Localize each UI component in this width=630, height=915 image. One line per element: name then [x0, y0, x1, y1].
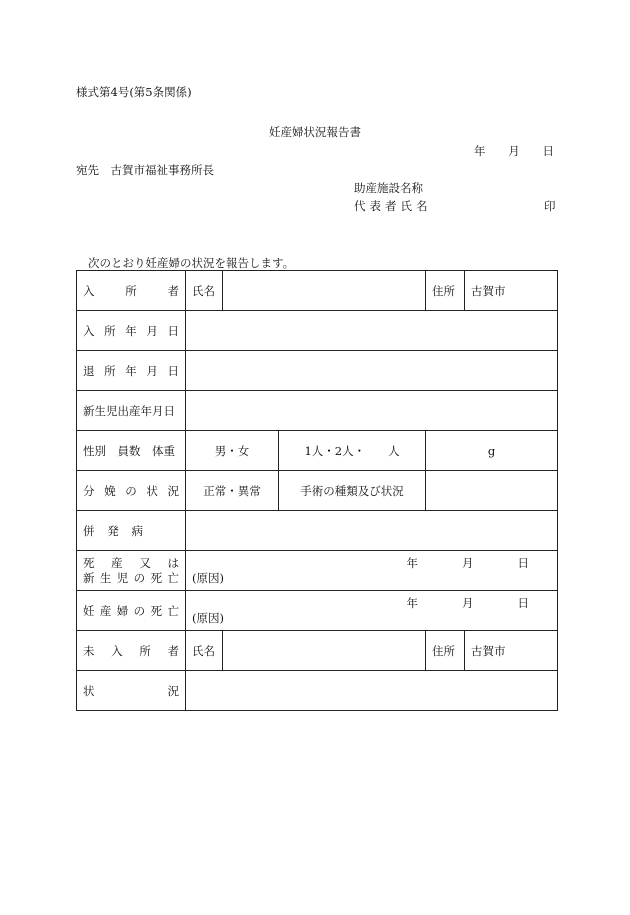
stillbirth-year: 年	[406, 555, 419, 570]
date-year: 年	[474, 144, 486, 158]
row-birth-date	[77, 391, 558, 431]
row-admitted-person	[77, 271, 558, 311]
not-admitted-name-field[interactable]	[223, 631, 426, 671]
address-label: 住所	[426, 271, 465, 311]
name-label: 氏名	[186, 271, 223, 311]
surgery-label: 手術の種類及び状況	[279, 471, 426, 511]
row-not-admitted	[77, 631, 558, 671]
label-birth-date: 新生児出産年月日	[77, 391, 186, 431]
sex-options[interactable]: 男・女	[186, 431, 279, 471]
maternal-death-field[interactable]	[186, 591, 558, 631]
label-maternal-death-text: 妊 産 婦 の 死 亡	[83, 603, 179, 618]
seal-mark: 印	[544, 199, 556, 213]
label-complication-text: 併 発 病	[83, 523, 143, 538]
weight-field[interactable]: g	[426, 431, 558, 471]
not-admitted-address-label: 住所	[426, 631, 465, 671]
row-discharge-date	[77, 351, 558, 391]
label-status	[77, 671, 186, 711]
label-stillbirth-line2: 新 生 児 の 死 亡	[83, 570, 179, 585]
label-not-admitted	[77, 631, 186, 671]
row-stillbirth	[77, 551, 558, 591]
status-field[interactable]	[186, 671, 558, 711]
label-not-admitted-text: 未 入 所 者	[83, 643, 179, 658]
intro-text: 次のとおり妊産婦の状況を報告します。	[88, 256, 295, 270]
delivery-options[interactable]: 正常・異常	[186, 471, 279, 511]
discharge-date-field[interactable]	[186, 351, 558, 391]
birth-date-field[interactable]	[186, 391, 558, 431]
form-number: 様式第4号(第5条関係)	[76, 85, 192, 99]
row-complication	[77, 511, 558, 551]
stillbirth-field[interactable]	[186, 551, 558, 591]
maternal-death-cause-label: (原因)	[192, 610, 224, 625]
surgery-field[interactable]	[426, 471, 558, 511]
admission-date-field[interactable]	[186, 311, 558, 351]
label-admission-date	[77, 311, 186, 351]
stillbirth-day: 日	[517, 555, 530, 570]
label-stillbirth-line1: 死 産 又 は	[83, 555, 179, 570]
row-sex-count-weight	[77, 431, 558, 471]
label-admitted-person-text: 入 所 者	[83, 283, 179, 298]
facility-name-label: 助産施設名称	[354, 181, 423, 195]
label-status-text: 状 況	[83, 683, 179, 698]
label-discharge-date	[77, 351, 186, 391]
maternal-death-day: 日	[517, 595, 530, 610]
date-month: 月	[508, 144, 520, 158]
not-admitted-name-label: 氏名	[186, 631, 223, 671]
admitted-address-field[interactable]: 古賀市	[465, 271, 558, 311]
label-complication	[77, 511, 186, 551]
maternal-death-year: 年	[406, 595, 419, 610]
report-form-table	[76, 270, 558, 711]
label-admission-date-text: 入 所 年 月 日	[83, 323, 179, 338]
not-admitted-address-field[interactable]: 古賀市	[465, 631, 558, 671]
row-delivery-status	[77, 471, 558, 511]
admitted-name-field[interactable]	[223, 271, 426, 311]
label-admitted-person	[77, 271, 186, 311]
date-day: 日	[542, 144, 554, 158]
stillbirth-month: 月	[462, 555, 474, 570]
report-date	[474, 143, 554, 159]
label-discharge-date-text: 退 所 年 月 日	[83, 363, 179, 378]
complication-field[interactable]	[186, 511, 558, 551]
stillbirth-date	[192, 556, 551, 571]
label-delivery-status	[77, 471, 186, 511]
maternal-death-date	[192, 596, 551, 611]
document-title: 妊産婦状況報告書	[269, 125, 361, 139]
label-delivery-status-text: 分 娩 の 状 況	[83, 483, 179, 498]
maternal-death-month: 月	[462, 595, 474, 610]
addressee: 宛先 古賀市福祉事務所長	[76, 163, 214, 177]
count-options[interactable]: 1人・2人・ 人	[279, 431, 426, 471]
label-sex-count-weight: 性別 員数 体重	[77, 431, 186, 471]
row-status	[77, 671, 558, 711]
representative-label: 代表者氏名	[354, 199, 432, 213]
stillbirth-cause-label: (原因)	[192, 570, 224, 585]
row-admission-date	[77, 311, 558, 351]
row-maternal-death	[77, 591, 558, 631]
label-stillbirth	[77, 551, 186, 591]
label-maternal-death	[77, 591, 186, 631]
